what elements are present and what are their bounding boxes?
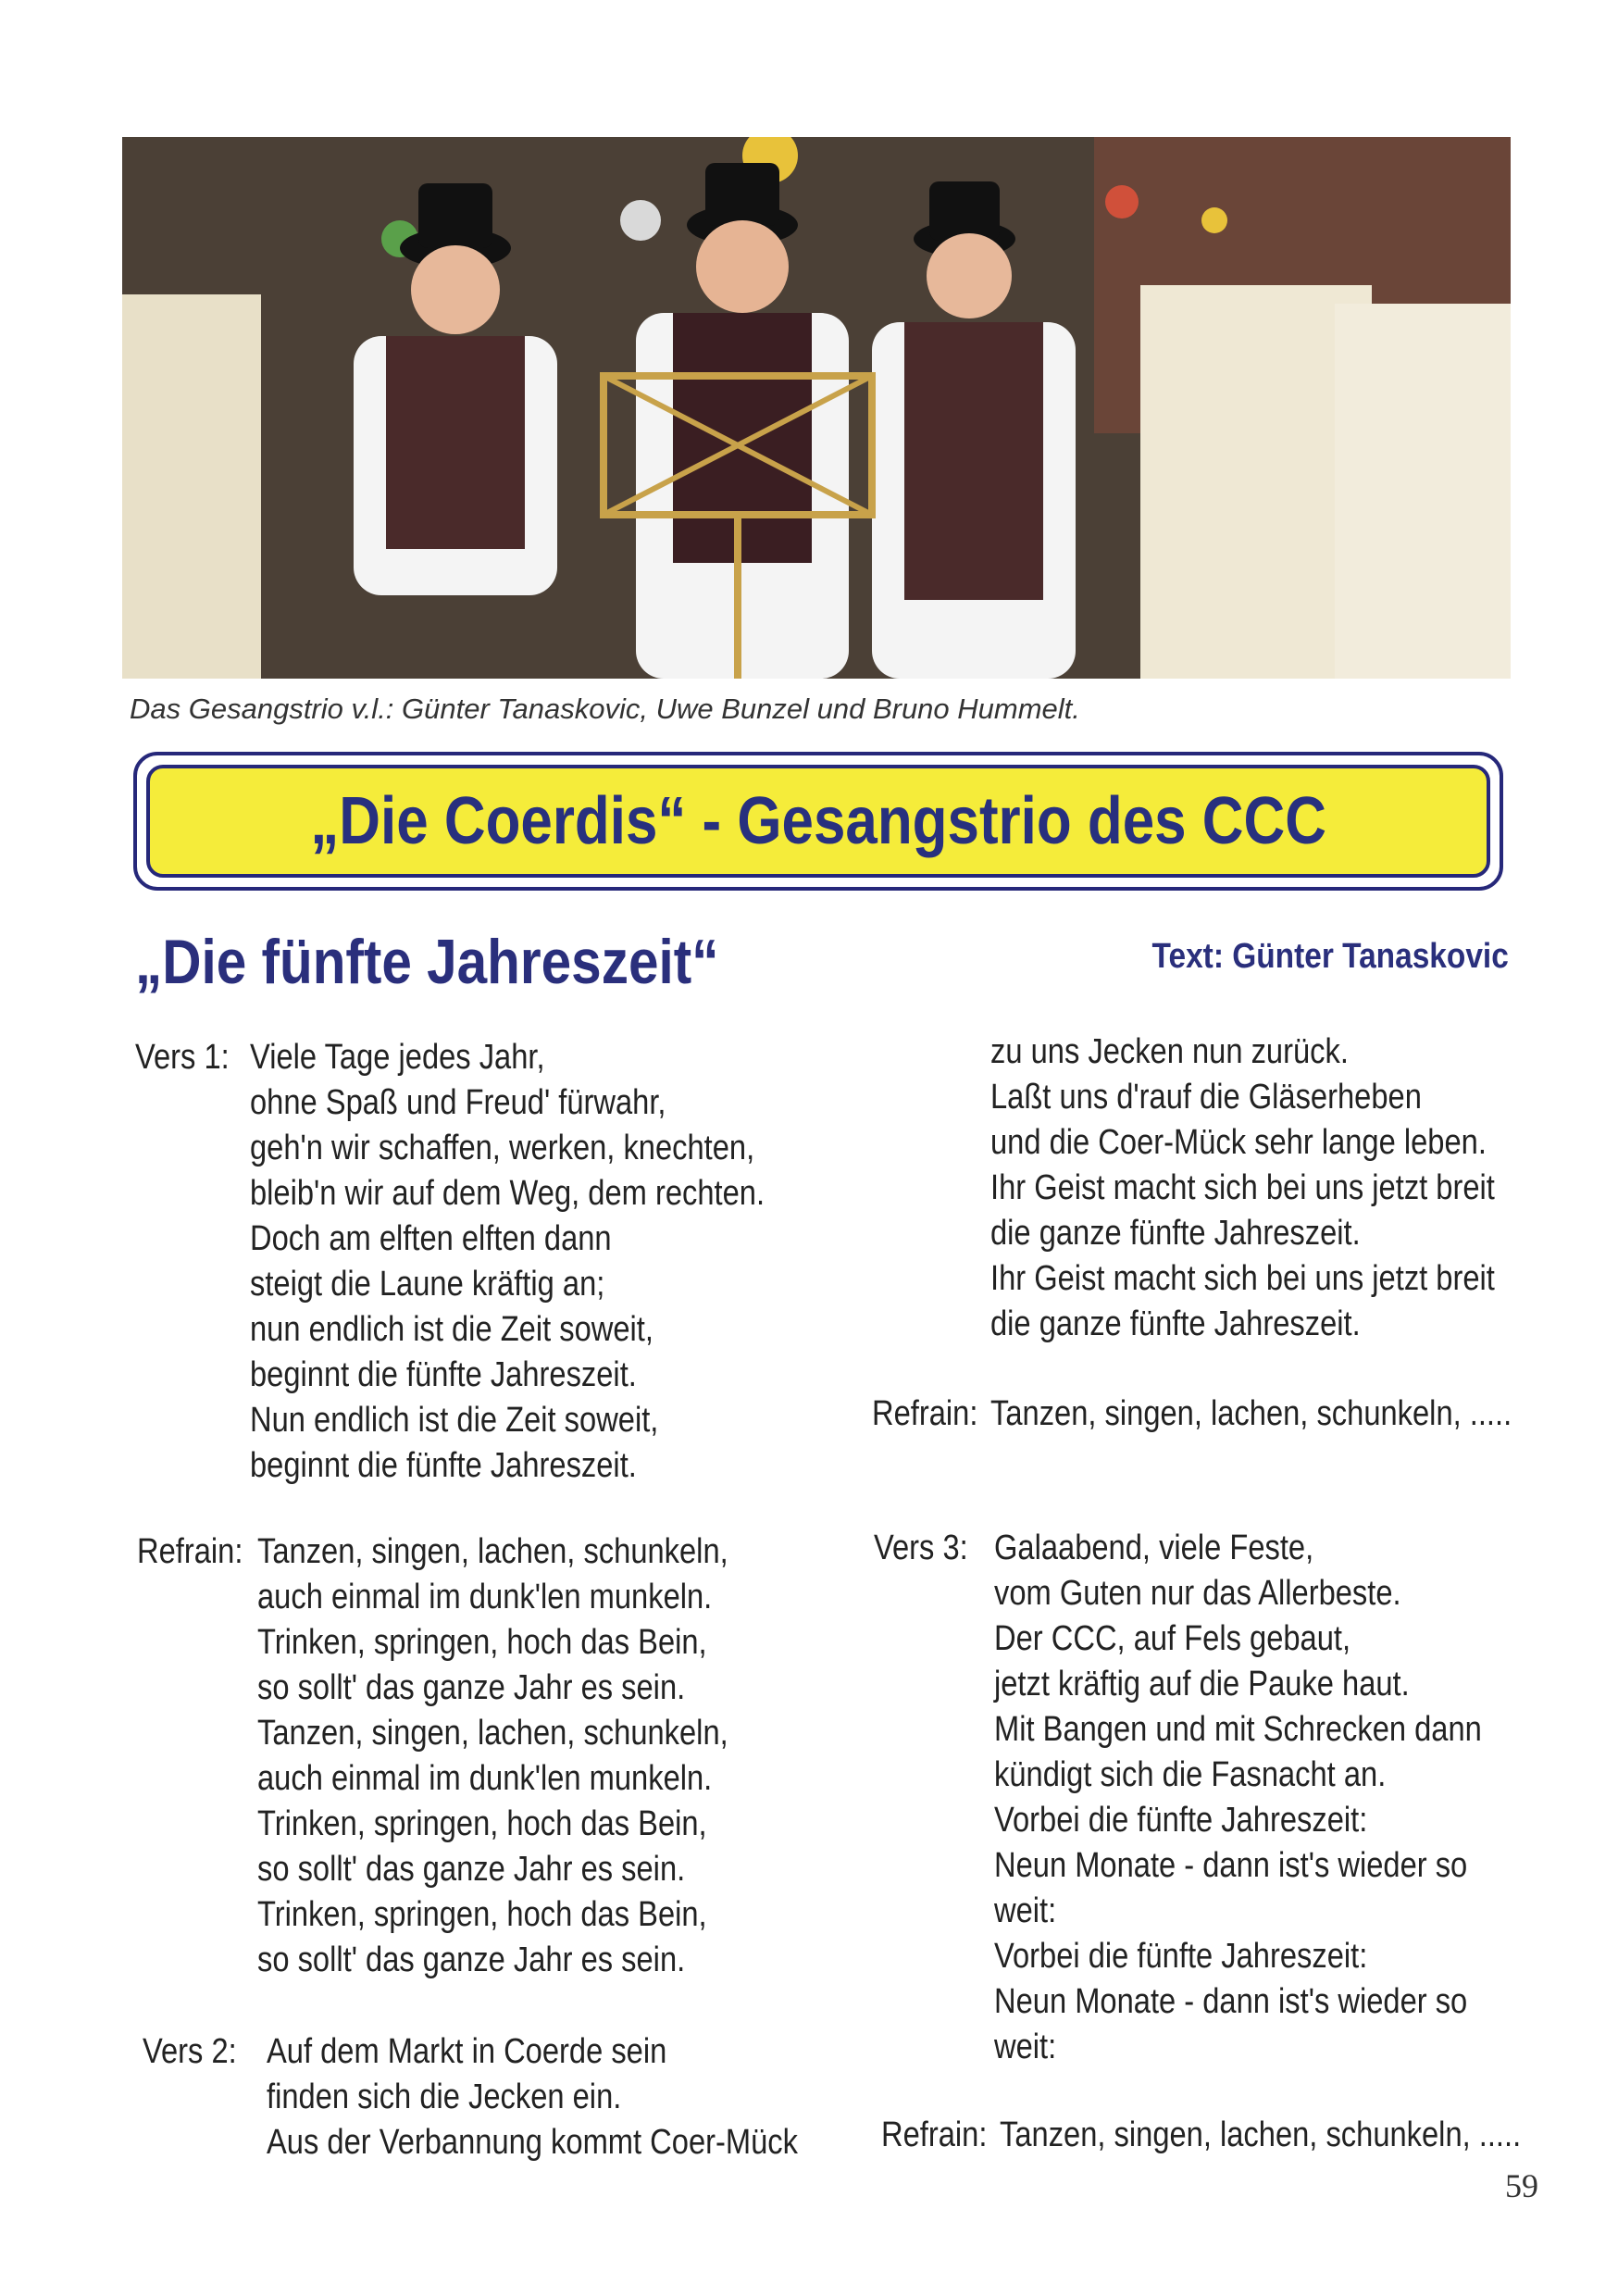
right-block-refrain1: [872, 1391, 1538, 1438]
lyric-line: Der CCC, auf Fels gebaut,: [994, 1619, 1351, 1658]
lyric-line: Trinken, springen, hoch das Bein,: [257, 1895, 707, 1934]
left-block-refrain: [137, 1529, 840, 1992]
photo-caption: Das Gesangstrio v.l.: Günter Tanaskovic, Uwe Bunzel und Bruno Hummelt.: [130, 693, 1080, 725]
stanza-label: Refrain:: [137, 1532, 243, 1571]
lyric-line: Trinken, springen, hoch das Bein,: [257, 1623, 707, 1662]
page-number: 59: [1505, 2167, 1538, 2204]
lyric-line: weit:: [994, 2028, 1057, 2066]
stanza-lines: [250, 1035, 849, 1489]
left-block-vers1: [135, 1035, 839, 1498]
stanza-label: Refrain:: [872, 1394, 978, 1433]
lyric-line: Ihr Geist macht sich bei uns jetzt breit: [990, 1168, 1495, 1207]
lyric-line: auch einmal im dunk'len munkeln.: [257, 1759, 713, 1798]
lyric-line: so sollt' das ganze Jahr es sein.: [257, 1940, 686, 1979]
lyric-line: die ganze fünfte Jahreszeit.: [990, 1214, 1361, 1253]
lyric-line: weit:: [994, 1891, 1057, 1930]
lyric-line: Aus der Verbannung kommt Coer-Mück: [267, 2123, 798, 2162]
lyric-line: geh'n wir schaffen, werken, knechten,: [250, 1129, 755, 1167]
lyric-line: beginnt die fünfte Jahreszeit.: [250, 1355, 637, 1394]
lyric-line: bleib'n wir auf dem Weg, dem rechten.: [250, 1174, 765, 1213]
author-credit: Text: Günter Tanaskovic: [1151, 937, 1509, 976]
lyric-line: finden sich die Jecken ein.: [267, 2078, 622, 2116]
lyric-line: die ganze fünfte Jahreszeit.: [990, 1304, 1361, 1343]
lyric-line: steigt die Laune kräftig an;: [250, 1265, 605, 1304]
title-banner-inner: [146, 765, 1490, 878]
lyric-line: Vorbei die fünfte Jahreszeit:: [994, 1801, 1368, 1840]
lyric-line: Trinken, springen, hoch das Bein,: [257, 1804, 707, 1843]
song-title: „Die fünfte Jahreszeit“: [135, 927, 719, 997]
stanza-label: Vers 2:: [143, 2032, 237, 2071]
stanza-lines: [1000, 2113, 1606, 2158]
lyric-line: nun endlich ist die Zeit soweit,: [250, 1310, 653, 1349]
lyric-line: beginnt die fünfte Jahreszeit.: [250, 1446, 637, 1485]
stanza-lines: [994, 1526, 1562, 2070]
lyric-line: jetzt kräftig auf die Pauke haut.: [994, 1665, 1410, 1703]
lyric-line: Neun Monate - dann ist's wieder so: [994, 1846, 1468, 1885]
lyric-line: auch einmal im dunk'len munkeln.: [257, 1578, 713, 1616]
right-block-refrain2: [881, 2113, 1548, 2159]
lyric-line: Viele Tage jedes Jahr,: [250, 1038, 545, 1077]
stanza-label: Vers 1:: [135, 1038, 230, 1077]
lyric-line: Laßt uns d'rauf die Gläserheben: [990, 1078, 1422, 1117]
lyric-line: Neun Monate - dann ist's wieder so: [994, 1982, 1468, 2021]
lyric-line: so sollt' das ganze Jahr es sein.: [257, 1668, 686, 1707]
stanza-lines: [990, 1391, 1597, 1437]
banner-title: „Die Coerdis“ - Gesangstrio des CCC: [310, 784, 1326, 858]
lyric-line: Vorbei die fünfte Jahreszeit:: [994, 1937, 1368, 1976]
lyric-line: Tanzen, singen, lachen, schunkeln,: [257, 1532, 728, 1571]
lyric-line: so sollt' das ganze Jahr es sein.: [257, 1850, 686, 1889]
lyric-line: Tanzen, singen, lachen, schunkeln,: [257, 1714, 728, 1753]
right-block-continuation: [872, 1029, 1538, 1354]
lyric-line: vom Guten nur das Allerbeste.: [994, 1574, 1401, 1613]
left-block-vers2: [143, 2029, 846, 2177]
stanza-label: Refrain:: [881, 2115, 988, 2154]
lyric-line: Auf dem Markt in Coerde sein: [267, 2032, 667, 2071]
lyric-line: zu uns Jecken nun zurück.: [990, 1032, 1349, 1071]
right-block-vers3: [874, 1526, 1540, 2081]
stanza-label: Vers 3:: [874, 1529, 968, 1567]
photo-illustration: [122, 137, 1511, 679]
lyric-line: Galaabend, viele Feste,: [994, 1529, 1314, 1567]
lyric-line: Nun endlich ist die Zeit soweit,: [250, 1401, 659, 1440]
lyric-line: kündigt sich die Fasnacht an.: [994, 1755, 1387, 1794]
lyric-line: Doch am elften elften dann: [250, 1219, 612, 1258]
group-photo: [122, 137, 1511, 679]
lyric-line: ohne Spaß und Freud' fürwahr,: [250, 1083, 666, 1122]
lyric-line: und die Coer-Mück sehr lange leben.: [990, 1123, 1487, 1162]
stanza-lines: [267, 2029, 884, 2165]
stanza-lines: [257, 1529, 805, 1983]
stanza-lines: [990, 1029, 1577, 1347]
title-banner: [133, 752, 1503, 891]
lyric-line: Mit Bangen und mit Schrecken dann: [994, 1710, 1482, 1749]
lyric-line: Tanzen, singen, lachen, schunkeln, .....: [990, 1394, 1512, 1433]
lyric-line: Ihr Geist macht sich bei uns jetzt breit: [990, 1259, 1495, 1298]
lyric-line: Tanzen, singen, lachen, schunkeln, .....: [1000, 2115, 1522, 2154]
